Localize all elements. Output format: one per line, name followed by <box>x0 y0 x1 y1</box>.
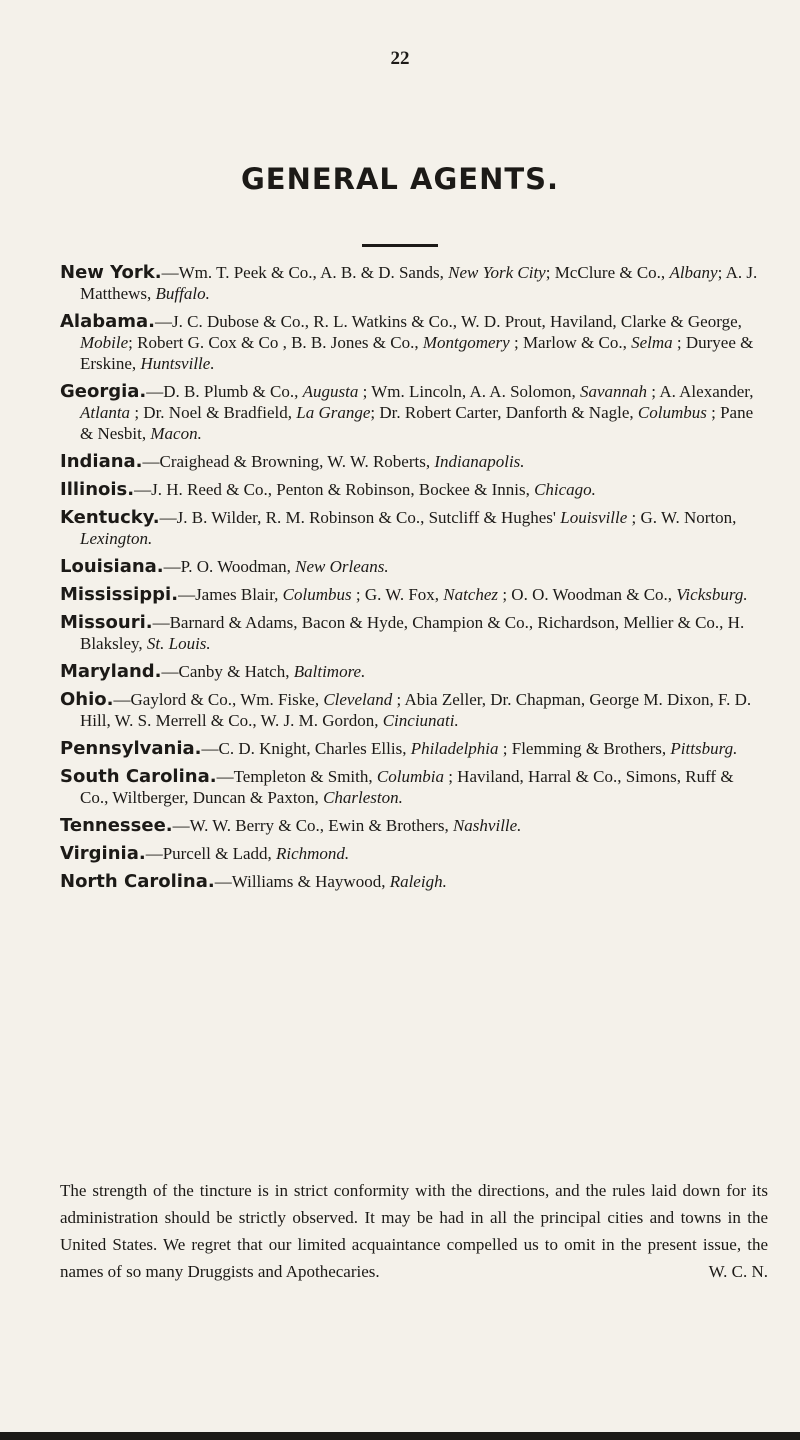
agent-names: Barnard & Adams, Bacon & Hyde, Champion & Co., Richardson, Mellier & Co., H. Blaksley, <box>80 613 745 653</box>
separator-dash: — <box>161 263 179 282</box>
agent-names: ; Abia Zeller, Dr. Chapman, George M. Dixon, F. D. Hill, W. S. Merrell & Co., W. J. M. Gordon, <box>80 690 752 730</box>
agent-names: ; Duryee & Erskine, <box>80 333 754 373</box>
city-name: Cleveland <box>323 690 393 709</box>
separator-dash: — <box>201 739 219 758</box>
agent-entry <box>60 584 760 605</box>
city-name: Atlanta <box>80 403 131 422</box>
state-name: Alabama. <box>60 311 156 332</box>
agent-names: ; Wm. Lincoln, A. A. Solomon, <box>358 382 580 401</box>
agent-names: C. D. Knight, Charles Ellis, <box>218 739 411 758</box>
agent-names: D. B. Plumb & Co., <box>163 382 303 401</box>
state-name: Virginia. <box>60 843 146 864</box>
agent-names: Purcell & Ladd, <box>162 844 276 863</box>
city-name: Huntsville. <box>140 354 215 373</box>
agent-names: ; A. Alexander, <box>647 382 754 401</box>
city-name: Cinciunati. <box>382 711 459 730</box>
agent-names: Craighead & Browning, W. W. Roberts, <box>159 452 435 471</box>
state-name: Kentucky. <box>60 507 160 528</box>
city-name: Mobile <box>80 333 129 352</box>
state-name: Louisiana. <box>60 556 164 577</box>
agent-entry <box>60 507 760 549</box>
agent-entry <box>60 766 760 808</box>
city-name: New Orleans. <box>295 557 389 576</box>
agent-entry <box>60 381 760 444</box>
separator-dash: — <box>134 480 152 499</box>
city-name: New York City <box>448 263 546 282</box>
bottom-border <box>0 1432 800 1440</box>
agent-names: P. O. Woodman, <box>180 557 296 576</box>
agent-entry <box>60 479 760 500</box>
agent-entry <box>60 815 760 836</box>
city-name: Charleston. <box>323 788 403 807</box>
agent-names: Williams & Haywood, <box>231 872 390 891</box>
agent-entry <box>60 661 760 682</box>
city-name: St. Louis. <box>146 634 211 653</box>
city-name: Baltimore. <box>293 662 366 681</box>
agent-names: Wm. T. Peek & Co., A. B. & D. Sands, <box>178 263 449 282</box>
agent-entry <box>60 689 760 731</box>
city-name: La Grange <box>296 403 371 422</box>
agent-names: ; Robert G. Cox & Co , B. B. Jones & Co., <box>128 333 423 352</box>
state-name: Georgia. <box>60 381 147 402</box>
agent-names: Templeton & Smith, <box>233 767 377 786</box>
agent-names: Canby & Hatch, <box>178 662 294 681</box>
separator-dash: — <box>146 382 164 401</box>
agent-names: ; McClure & Co., <box>545 263 670 282</box>
agent-entry <box>60 612 760 654</box>
agent-names: ; G. W. Norton, <box>627 508 737 527</box>
page-title: GENERAL AGENTS. <box>240 162 560 196</box>
state-name: Illinois. <box>60 479 135 500</box>
page-number: 22 <box>390 48 410 69</box>
separator-dash: — <box>163 557 181 576</box>
closing-note <box>60 1177 768 1285</box>
separator-dash: — <box>145 844 163 863</box>
city-name: Indianapolis. <box>434 452 525 471</box>
state-name: North Carolina. <box>60 871 215 892</box>
separator-dash: — <box>152 613 170 632</box>
agent-names: ; O. O. Woodman & Co., <box>498 585 677 604</box>
separator-dash: — <box>161 662 179 681</box>
state-name: Missouri. <box>60 612 153 633</box>
city-name: Albany <box>669 263 718 282</box>
agent-names: J. B. Wilder, R. M. Robinson & Co., Sutcliff & Hughes' <box>176 508 561 527</box>
state-name: Ohio. <box>60 689 114 710</box>
separator-dash: — <box>172 816 190 835</box>
city-name: Columbus <box>282 585 352 604</box>
state-name: Indiana. <box>60 451 143 472</box>
city-name: Philadelphia <box>410 739 499 758</box>
city-name: Montgomery <box>422 333 510 352</box>
agent-names: J. C. Dubose & Co., R. L. Watkins & Co., W. D. Prout, Haviland, Clarke & George, <box>172 312 742 331</box>
separator-dash: — <box>214 872 232 891</box>
state-name: New York. <box>60 262 162 283</box>
city-name: Columbus <box>637 403 707 422</box>
city-name: Selma <box>631 333 673 352</box>
separator-dash: — <box>159 508 177 527</box>
agent-names: ; Haviland, Harral & Co., Simons, Ruff & Co., Wiltberger, Duncan & Paxton, <box>80 767 734 807</box>
city-name: Macon. <box>150 424 202 443</box>
agent-names: ; Dr. Robert Carter, Danforth & Nagle, <box>370 403 638 422</box>
note-text: The strength of the tincture is in strict conformity with the directions, and the rules laid down for its administration should be strictly observed. It may be had in all the principal cities and towns in the United States. We regret that our limited acquaintance compelled us to omit in the present issue, the names of so many Druggists and Apothecaries. <box>60 1181 768 1281</box>
separator-dash: — <box>178 585 196 604</box>
agents-list <box>60 262 760 899</box>
agent-names: ; Flemming & Brothers, <box>498 739 671 758</box>
agent-entry <box>60 262 760 304</box>
city-name: Buffalo. <box>155 284 210 303</box>
agent-entry <box>60 311 760 374</box>
city-name: Augusta <box>302 382 359 401</box>
separator-dash: — <box>113 690 131 709</box>
agent-entry <box>60 451 760 472</box>
agent-names: W. W. Berry & Co., Ewin & Brothers, <box>189 816 453 835</box>
title-rule <box>362 244 438 247</box>
separator-dash: — <box>155 312 173 331</box>
city-name: Louisville <box>560 508 628 527</box>
agent-names: ; Dr. Noel & Bradfield, <box>130 403 297 422</box>
agent-entry <box>60 871 760 892</box>
state-name: Pennsylvania. <box>60 738 202 759</box>
city-name: Columbia <box>376 767 444 786</box>
city-name: Chicago. <box>534 480 596 499</box>
agent-names: ; Marlow & Co., <box>509 333 632 352</box>
state-name: South Carolina. <box>60 766 217 787</box>
city-name: Raleigh. <box>389 872 447 891</box>
state-name: Maryland. <box>60 661 162 682</box>
state-name: Mississippi. <box>60 584 179 605</box>
agent-entry <box>60 738 760 759</box>
city-name: Lexington. <box>80 529 153 548</box>
city-name: Savannah <box>579 382 648 401</box>
city-name: Pittsburg. <box>670 739 738 758</box>
separator-dash: — <box>216 767 234 786</box>
city-name: Richmond. <box>276 844 350 863</box>
signature: W. C. N. <box>708 1262 768 1281</box>
city-name: Nashville. <box>452 816 522 835</box>
agent-names: James Blair, <box>195 585 283 604</box>
separator-dash: — <box>142 452 160 471</box>
city-name: Vicksburg. <box>676 585 748 604</box>
agent-names: J. H. Reed & Co., Penton & Robinson, Bockee & Innis, <box>151 480 535 499</box>
agent-entry <box>60 843 760 864</box>
state-name: Tennessee. <box>60 815 173 836</box>
agent-names: ; Pane & Nesbit, <box>80 403 754 443</box>
agent-entry <box>60 556 760 577</box>
agent-names: Gaylord & Co., Wm. Fiske, <box>130 690 324 709</box>
agent-names: ; G. W. Fox, <box>351 585 444 604</box>
agent-names: ; A. J. Matthews, <box>80 263 758 303</box>
city-name: Natchez <box>443 585 499 604</box>
